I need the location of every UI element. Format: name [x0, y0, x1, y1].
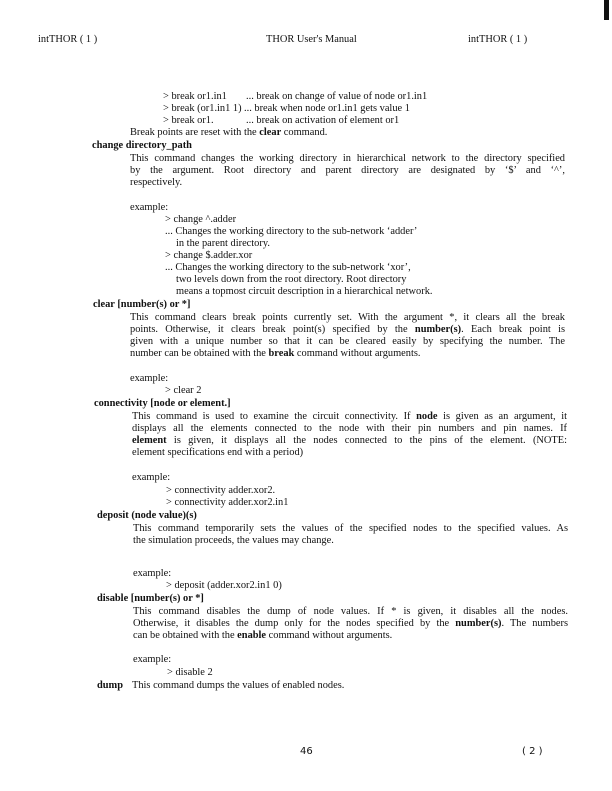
- text: Break points are reset with the: [130, 127, 260, 138]
- header-right: intTHOR ( 1 ): [468, 34, 528, 45]
- text: . Each break point is: [461, 324, 566, 335]
- body-line: This command clears break points currently set. With the argument *, it clears all the break: [130, 312, 565, 323]
- break-example-desc: ... break on activation of element or1: [246, 115, 400, 126]
- term: element: [132, 435, 167, 446]
- text: This command is used to examine the circuit connectivity. If: [132, 411, 417, 422]
- break-reset-note: [130, 127, 327, 139]
- term: number(s): [455, 618, 502, 629]
- example-line: ... Changes the working directory to the sub-network ‘adder’: [165, 226, 418, 237]
- text: command.: [281, 127, 328, 138]
- example-line: in the parent directory.: [176, 238, 270, 249]
- text: command without arguments.: [266, 630, 393, 641]
- example-line: > disable 2: [167, 667, 213, 678]
- example-line: ... Changes the working directory to the sub-network ‘xor’,: [165, 262, 411, 273]
- body-line: [132, 411, 567, 423]
- text: command without arguments.: [294, 348, 421, 359]
- command-ref: enable: [237, 630, 267, 641]
- body-line: the simulation proceeds, the values may change.: [133, 535, 334, 546]
- example-line: > clear 2: [165, 385, 202, 396]
- example-label: example:: [130, 373, 169, 384]
- example-line: > connectivity adder.xor2.: [166, 485, 276, 496]
- example-line: means a topmost circuit description in a hierarchical network.: [176, 286, 433, 297]
- body-line: respectively.: [130, 177, 183, 188]
- example-line: > change ^.adder: [165, 214, 237, 225]
- scan-mark: [604, 0, 609, 20]
- text: points. Otherwise, it clears break point(s) specified by the: [130, 324, 415, 335]
- text: is given as an argument, it: [437, 411, 567, 422]
- body-line: This command dumps the values of enabled nodes.: [132, 680, 345, 691]
- example-line: two levels down from the root directory. Root directory: [176, 274, 407, 285]
- body-line: displays all the elements connected to the node with their pin numbers and pin names. If: [132, 423, 567, 434]
- text: is given, it displays all the nodes connected to the pins of the element. (NOTE:: [166, 435, 567, 446]
- body-line: [132, 435, 567, 447]
- body-line: [133, 618, 568, 630]
- break-example-cmd: > break or1.in1: [163, 91, 227, 102]
- example-label: example:: [133, 654, 172, 665]
- command-title: clear [number(s) or *]: [93, 299, 191, 310]
- command-title: connectivity [node or element.]: [94, 398, 231, 409]
- break-example-cmd: > break (or1.in1 1): [163, 103, 242, 114]
- page-number: 46: [300, 746, 313, 757]
- example-label: example:: [133, 568, 172, 579]
- body-line: [130, 324, 565, 336]
- body-line: This command disables the dump of node values. If * is given, it disables all the nodes.: [133, 606, 568, 617]
- break-example-desc: ... break on change of value of node or1.in1: [246, 91, 428, 102]
- break-example-desc: ... break when node or1.in1 gets value 1: [244, 103, 410, 114]
- example-label: example:: [130, 202, 169, 213]
- body-line: by the argument. Root directory and parent directory are designated by ‘$’ and ‘^’,: [130, 165, 565, 176]
- command-ref: break: [268, 348, 295, 359]
- command-title: disable [number(s) or *]: [97, 593, 204, 604]
- body-line: [133, 630, 392, 642]
- body-line: [130, 348, 421, 360]
- sub-page-number: ( 2 ): [522, 746, 543, 757]
- text: can be obtained with the: [133, 630, 238, 641]
- command-title: dump: [97, 680, 123, 691]
- command-title: change directory_path: [92, 140, 192, 151]
- example-line: > deposit (adder.xor2.in1 0): [166, 580, 282, 591]
- text: Otherwise, it disables the dump only for the nodes specified by the: [133, 618, 456, 629]
- command-title: deposit (node value)(s): [97, 510, 197, 521]
- header-left: intTHOR ( 1 ): [38, 34, 98, 45]
- example-line: > change $.adder.xor: [165, 250, 253, 261]
- break-example-cmd: > break or1.: [163, 115, 214, 126]
- body-line: This command temporarily sets the values of the specified nodes to the specified values. As: [133, 523, 568, 534]
- body-line: element specifications end with a period): [132, 447, 304, 458]
- text: . The numbers: [501, 618, 569, 629]
- text: number can be obtained with the: [130, 348, 269, 359]
- term: node: [416, 411, 438, 422]
- body-line: This command changes the working directory in hierarchical network to the directory specified: [130, 153, 565, 164]
- command-ref: clear: [259, 127, 282, 138]
- body-line: given with a unique number so that it can be cleared easily by specifying the number. The: [130, 336, 565, 347]
- example-label: example:: [132, 472, 171, 483]
- example-line: > connectivity adder.xor2.in1: [166, 497, 289, 508]
- term: number(s): [414, 324, 462, 335]
- header-title: THOR User's Manual: [266, 34, 357, 45]
